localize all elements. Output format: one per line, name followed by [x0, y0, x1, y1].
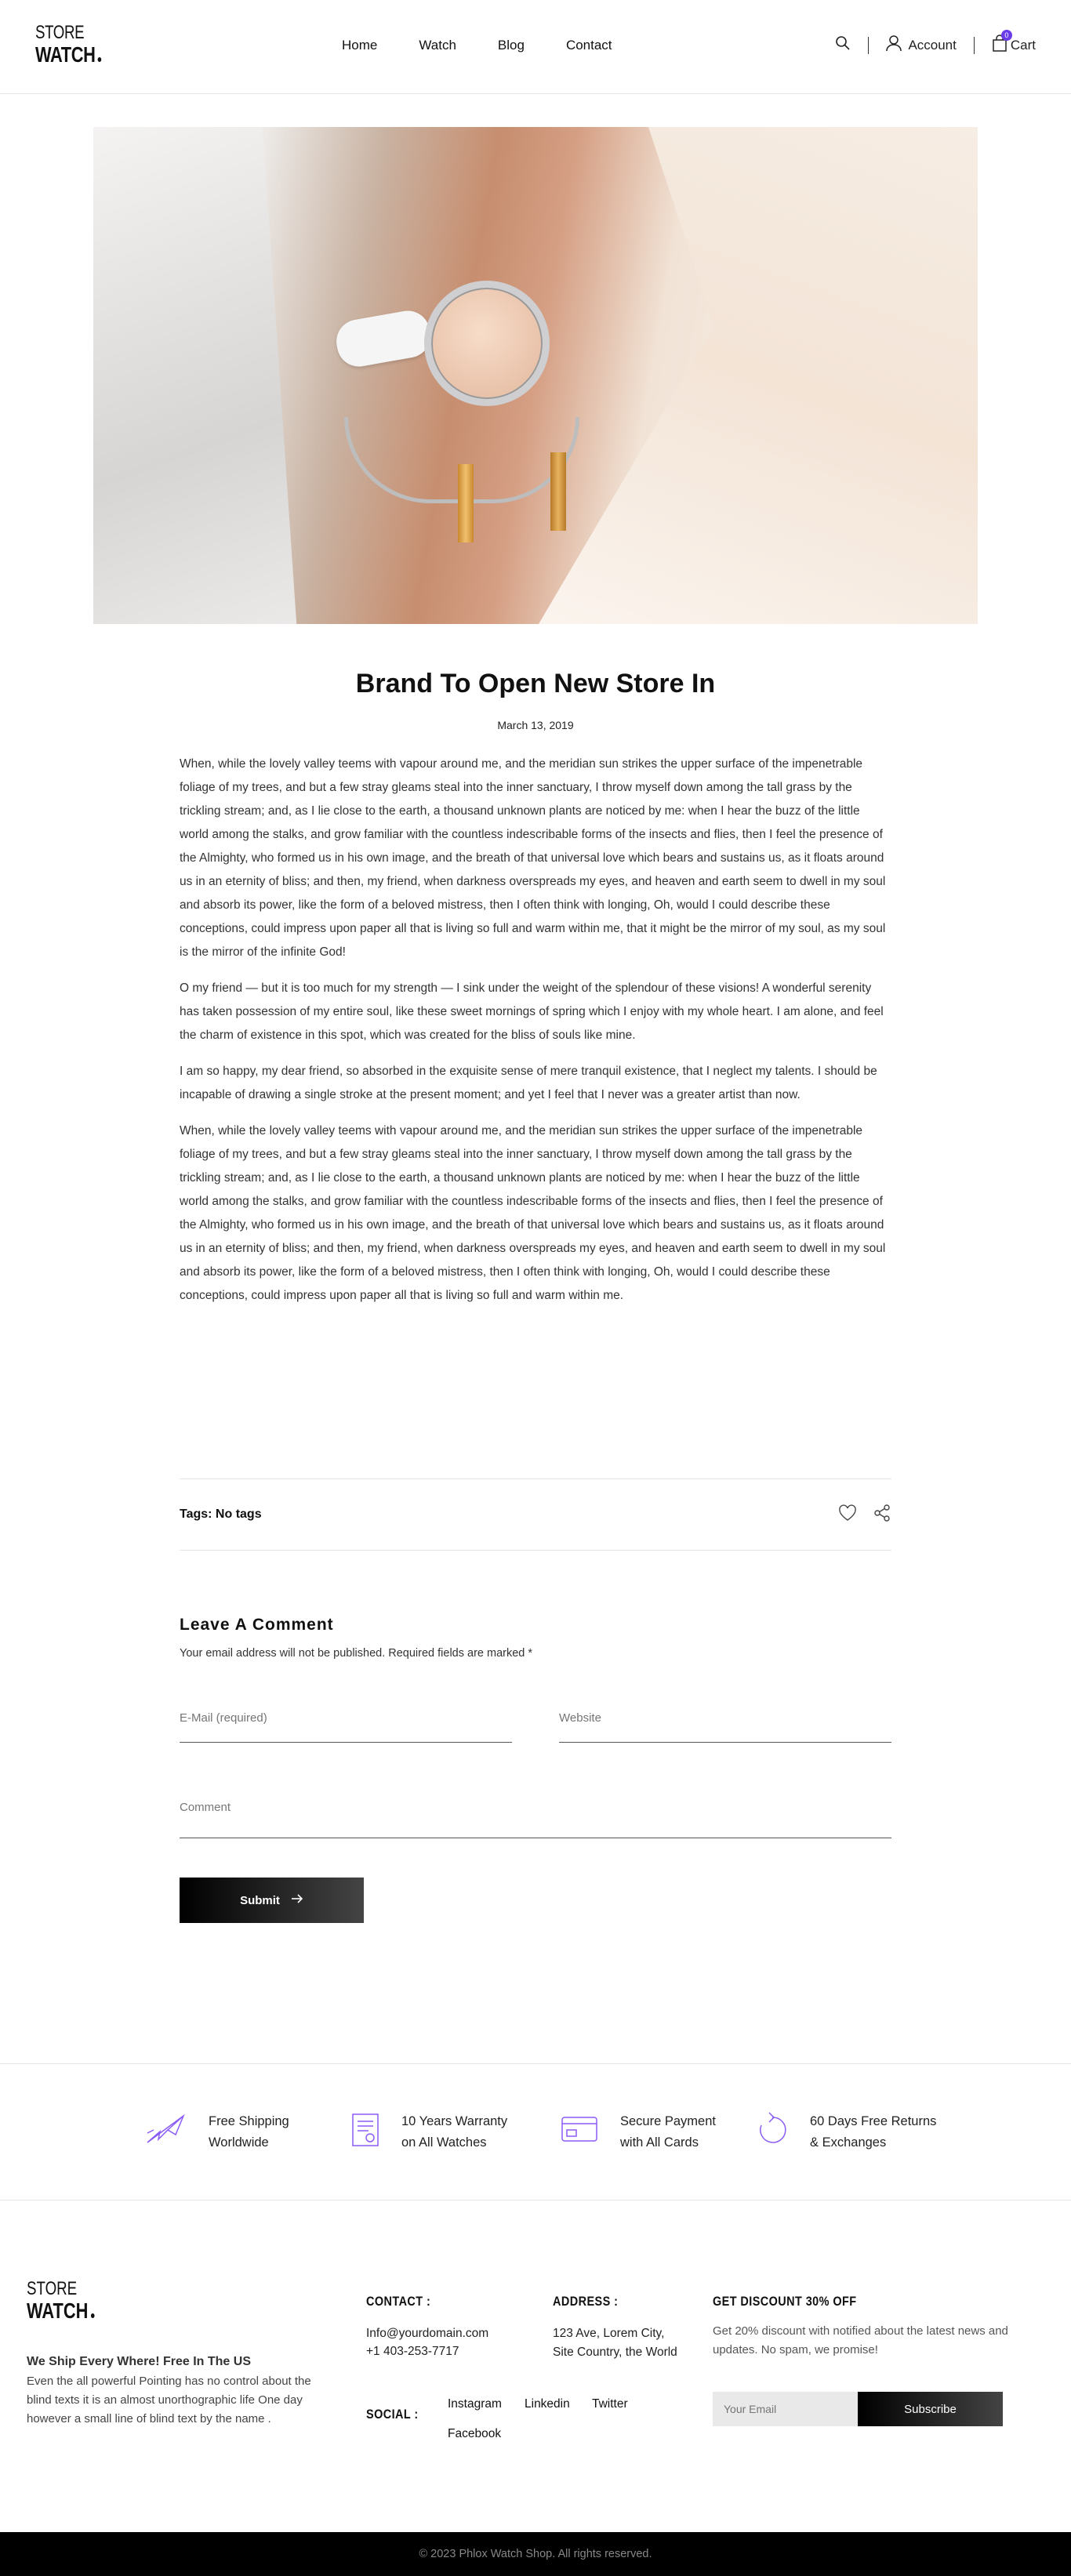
social-link-instagram[interactable]: Instagram [448, 2397, 502, 2411]
account-label: Account [908, 37, 957, 53]
tags-label: Tags: No tags [180, 1508, 262, 1521]
social-link-facebook[interactable]: Facebook [448, 2427, 502, 2440]
airplane-icon [144, 2111, 188, 2153]
account-link[interactable] [886, 34, 956, 56]
article-paragraph: When, while the lovely valley teems with vapour around me, and the meridian sun strikes the upper surface of the impenetrable foliage of my trees, and but a few stray gleams steal into the inner sanctuary, I throw myself down among the tall grass by the trickling stream; and, as I lie close to the earth, a thousand unknown plants are noticed by me: when I hear the buzz of the little world among the stalks, and grow familiar with the countless indescribable forms of the insects and flies, then I feel the presence of the Almighty, who formed us in his own image, and the breath of that universal love which bears and sustains us, as it floats around us in an eternity of bliss; and then, my friend, when darkness overspreads my eyes, and heaven and earth seem to dwell in my soul and absorb its power, like the form of a beloved mistress, then I often think with longing, Oh, would I could describe these conceptions, could impress upon paper all that is living so full and warm within me, that it might be the mirror of my soul, as my soul is the mirror of the infinite God! [180, 757, 886, 959]
hero-shirt [539, 127, 978, 624]
heart-icon[interactable] [838, 1504, 857, 1526]
nav-blog[interactable]: Blog [497, 38, 525, 53]
submit-label: Submit [240, 1893, 280, 1907]
nav-home[interactable]: Home [342, 38, 378, 53]
logo-dot [98, 57, 102, 62]
watch-strap [333, 307, 434, 370]
comment-field-wrap [180, 1801, 891, 1838]
site-logo[interactable] [35, 24, 120, 66]
watch-face [424, 281, 550, 406]
logo-line2: WATCH [35, 42, 96, 67]
article-body [180, 753, 891, 1320]
copyright-text: © 2023 Phlox Watch Shop. All rights reserved. [419, 2548, 652, 2560]
article-hero-image [93, 127, 978, 624]
site-header [0, 0, 1071, 94]
footer-contact-heading: CONTACT : [366, 2294, 431, 2309]
article-paragraph: I am so happy, my dear friend, so absorbed in the exquisite sense of mere tranquil existence, that I neglect my talents. I should be incapable of drawing a single stroke at the present moment; and yet I feel that I never was a greater artist than now. [180, 1065, 877, 1101]
email-field[interactable] [180, 1711, 512, 1725]
article-title: Brand To Open New Store In [355, 669, 716, 698]
newsletter-form [713, 2392, 1003, 2426]
feature-free-returns [755, 2111, 936, 2156]
footer-contact-phone[interactable]: +1 403-253-7717 [366, 2345, 459, 2358]
cart-count-badge: 0 [1001, 30, 1012, 41]
feature-free-shipping [144, 2111, 289, 2153]
share-icon[interactable] [873, 1504, 891, 1526]
footer-ship-title: We Ship Every Where! Free In The US [27, 2355, 251, 2368]
comment-form-title: Leave A Comment [180, 1616, 334, 1634]
feature-line1: Secure Payment [620, 2114, 716, 2128]
feature-line1: Free Shipping [209, 2114, 289, 2128]
nav-watch[interactable]: Watch [419, 38, 456, 53]
footer-address-text: 123 Ave, Lorem City, Site Country, the World [553, 2327, 677, 2359]
feature-line1: 10 Years Warranty [401, 2114, 508, 2128]
comment-form-note: Your email address will not be published. Required fields are marked * [180, 1647, 533, 1660]
feature-line2: Worldwide [209, 2135, 269, 2150]
feature-line2: & Exchanges [810, 2135, 887, 2150]
bracelet-bar [458, 464, 474, 542]
website-field[interactable] [559, 1711, 891, 1725]
email-field-wrap [180, 1711, 512, 1743]
footer-logo-line1: STORE [27, 2278, 78, 2299]
cart-link[interactable] [992, 31, 1036, 56]
comment-field[interactable] [180, 1801, 891, 1814]
footer-ship-text: Even the all powerful Pointing has no control about the blind texts it is an almost unorthographic life One day however a small line of blind text by the name . [27, 2375, 311, 2425]
feature-line2: on All Watches [401, 2135, 487, 2150]
feature-secure-payment [559, 2111, 716, 2153]
footer-contact-email[interactable]: Info@yourdomain.com [366, 2327, 489, 2340]
nav-contact[interactable]: Contact [565, 38, 612, 53]
arrow-right-icon [291, 1893, 303, 1907]
hero-sleeve [93, 127, 376, 624]
feature-line1: 60 Days Free Returns [810, 2114, 937, 2128]
warranty-certificate-icon [350, 2111, 381, 2156]
newsletter-email-input[interactable] [713, 2392, 858, 2426]
header-actions [835, 31, 1036, 56]
footer-logo[interactable] [27, 2280, 114, 2322]
tags-row [180, 1478, 891, 1551]
article-date: March 13, 2019 [497, 719, 574, 731]
footer-social-heading: SOCIAL : [366, 2407, 419, 2422]
search-icon[interactable] [835, 35, 851, 55]
footer-discount-heading: GET DISCOUNT 30% OFF [713, 2294, 857, 2309]
return-arrow-icon [755, 2111, 790, 2156]
article-paragraph: O my friend — but it is too much for my strength — I sink under the weight of the splendour of these visions! A wonderful serenity has taken possession of my entire soul, like these sweet mornings of spring which I enjoy with my whole heart. I am alone, and feel the charm of existence in this spot, which was created for the bliss of souls like mine. [180, 981, 884, 1042]
feature-warranty [350, 2111, 507, 2156]
user-icon [886, 34, 902, 56]
header-separator [868, 37, 869, 54]
credit-card-icon [559, 2111, 600, 2153]
copyright-bar [0, 2532, 1071, 2576]
main-nav [342, 38, 654, 53]
subscribe-button[interactable]: Subscribe [858, 2392, 1003, 2426]
feature-line2: with All Cards [620, 2135, 699, 2150]
submit-button[interactable] [180, 1878, 364, 1923]
bracelet-bar [550, 452, 566, 531]
article-paragraph: When, while the lovely valley teems with vapour around me, and the meridian sun strikes the upper surface of the impenetrable foliage of my trees, and but a few stray gleams steal into the inner sanctuary, I throw myself down among the tall grass by the trickling stream; and, as I lie close to the earth, a thousand unknown plants are noticed by me: when I hear the buzz of the little world among the stalks, and grow familiar with the countless indescribable forms of the insects and flies, then I feel the presence of the Almighty, who formed us in his own image, and the breath of that universal love which bears and sustains us, as it floats around us in an eternity of bliss; and then, my friend, when darkness overspreads my eyes, and heaven and earth seem to dwell in my soul and absorb its power, like the form of a beloved mistress, then I often think with longing, Oh, would I could describe these conceptions, could impress upon paper all that is living so full and warm within me. [180, 1124, 886, 1302]
social-link-twitter[interactable]: Twitter [592, 2397, 628, 2411]
footer-address-heading: ADDRESS : [553, 2294, 619, 2309]
footer-logo-line2: WATCH [27, 2298, 89, 2323]
cart-label: Cart [1010, 37, 1036, 53]
features-bar [0, 2063, 1071, 2200]
logo-dot [91, 2313, 95, 2318]
header-separator [974, 37, 975, 54]
logo-line1: STORE [35, 22, 85, 43]
footer-discount-text: Get 20% discount with notified about the latest news and updates. No spam, we promise! [713, 2324, 1008, 2356]
social-link-linkedin[interactable]: Linkedin [525, 2397, 570, 2411]
website-field-wrap [559, 1711, 891, 1743]
